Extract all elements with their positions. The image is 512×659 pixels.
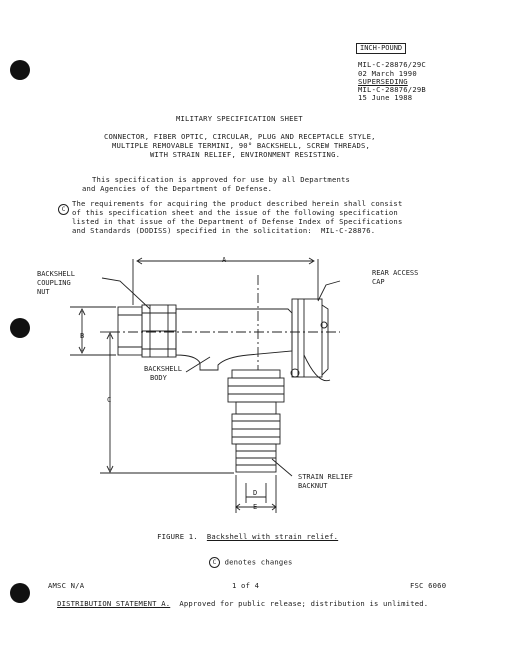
punch-hole-bottom — [10, 583, 30, 603]
figure-caption-prefix: FIGURE 1. — [157, 531, 198, 541]
label-backshell-coupling-nut-2: COUPLING — [37, 279, 71, 287]
requirements-line-4: and Standards (DODISS) specified in the solicitation: MIL-C-28876. — [72, 226, 376, 235]
title-line-3: WITH STRAIN RELIEF, ENVIRONMENT RESISTING. — [150, 150, 341, 159]
label-rear-access-cap-1: REAR ACCESS — [372, 269, 419, 277]
label-dim-a: A — [222, 256, 227, 264]
doc-number: MIL-C-28876/29C — [358, 60, 426, 69]
title-line-2: MULTIPLE REMOVABLE TERMINI, 90° BACKSHELL, SCREW THREADS, — [112, 141, 371, 150]
label-dim-d: D — [253, 489, 258, 497]
requirements-line-1: The requirements for acquiring the product described herein shall consist — [72, 199, 403, 208]
vertical-shell-nut — [228, 378, 284, 402]
label-dim-b: B — [80, 332, 85, 340]
superseding-label: SUPERSEDING — [358, 77, 408, 86]
label-backshell-coupling-nut-3: NUT — [37, 288, 50, 296]
label-dim-c: C — [107, 396, 112, 404]
label-strain-relief-backnut-2: BACKNUT — [298, 482, 328, 490]
doc-date: 02 March 1990 — [358, 69, 417, 78]
label-rear-access-cap-2: CAP — [372, 278, 385, 286]
backshell-body — [176, 309, 292, 370]
footer-page-number: 1 of 4 — [232, 581, 260, 590]
label-backshell-coupling-nut-1: BACKSHELL — [37, 270, 75, 278]
vertical-shell-collar — [232, 370, 280, 378]
requirements-line-2: of this specification sheet and the issue of the following specification — [72, 208, 398, 217]
superseded-number: MIL-C-28876/29B — [358, 85, 426, 94]
label-dim-e: E — [253, 503, 258, 511]
title-line-1: CONNECTOR, FIBER OPTIC, CIRCULAR, PLUG AND RECEPTACLE STYLE, — [104, 132, 376, 141]
rear-access-cap-body — [292, 299, 322, 377]
superseded-date: 15 June 1988 — [358, 93, 413, 102]
label-backshell-body-2: BODY — [150, 374, 167, 382]
leader-coupling-nut — [102, 278, 150, 309]
figure-caption-text: Backshell with strain relief. — [206, 531, 339, 541]
approval-line-1: This specification is approved for use by all Departments — [92, 175, 351, 184]
figure-caption — [148, 524, 338, 541]
leader-strain-relief — [272, 459, 292, 476]
label-strain-relief-backnut-1: STRAIN RELIEF — [298, 473, 353, 481]
leader-rear-cap — [318, 281, 340, 301]
footer-fsc: FSC 6060 — [410, 581, 447, 590]
changes-marker-circle: C — [209, 557, 220, 568]
sheet-title: MILITARY SPECIFICATION SHEET — [176, 114, 303, 123]
label-backshell-body-1: BACKSHELL — [144, 365, 182, 373]
punch-hole-top — [10, 60, 30, 80]
footer-distribution — [48, 591, 428, 608]
change-marker-circle: C — [58, 199, 69, 218]
approval-line-2: and Agencies of the Department of Defense. — [82, 184, 273, 193]
changes-text: denotes changes — [224, 557, 293, 567]
connector-drawing — [0, 245, 512, 535]
changes-note — [200, 548, 293, 568]
requirements-line-3: listed in that issue of the Department of Defense Index of Specifications — [72, 217, 403, 226]
distribution-label: DISTRIBUTION STATEMENT A. — [57, 598, 171, 608]
inch-pound-box: INCH-POUND — [356, 43, 406, 54]
distribution-text: Approved for public release; distribution is unlimited. — [179, 598, 429, 608]
coupling-nut — [118, 307, 142, 355]
footer-amsc: AMSC N/A — [48, 581, 85, 590]
